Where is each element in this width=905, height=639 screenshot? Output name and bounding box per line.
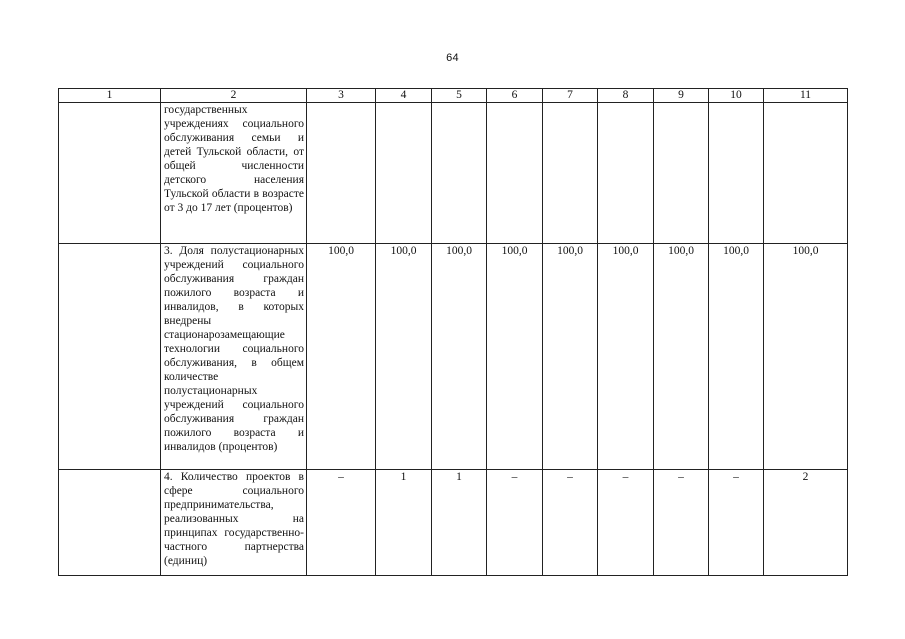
value-cell: 1 [376,470,432,576]
column-header: 8 [598,89,654,103]
value-cell [764,103,848,244]
indicators-table [58,88,848,576]
row-number-cell [59,244,161,470]
value-cell: – [709,470,764,576]
table-row [59,470,848,576]
value-cell: 100,0 [487,244,543,470]
value-cell [487,103,543,244]
value-cell: – [598,470,654,576]
value-cell: – [543,470,598,576]
row-number-cell [59,470,161,576]
value-cell: – [654,470,709,576]
column-header: 5 [432,89,487,103]
value-cell: 100,0 [543,244,598,470]
value-cell [709,103,764,244]
row-number-cell [59,103,161,244]
value-cell [654,103,709,244]
table-row [59,244,848,470]
value-cell [598,103,654,244]
value-cell: 100,0 [432,244,487,470]
value-cell: – [307,470,376,576]
column-header: 2 [161,89,307,103]
value-cell: 100,0 [307,244,376,470]
value-cell: 100,0 [764,244,848,470]
value-cell: – [487,470,543,576]
value-cell: 100,0 [709,244,764,470]
value-cell [376,103,432,244]
column-header: 1 [59,89,161,103]
value-cell [432,103,487,244]
column-header: 4 [376,89,432,103]
table-row [59,103,848,244]
value-cell: 100,0 [598,244,654,470]
page-number: 64 [446,52,459,64]
value-cell [543,103,598,244]
value-cell: 1 [432,470,487,576]
column-header: 9 [654,89,709,103]
indicator-description: 3. Доля полустационарных учреждений социального обслуживания граждан пожилого возраста и инвалидов, в которых внедрены стационарозамещающие технологии социального обслуживания, в общем количестве полустационарных учреждений социального обслуживания граждан пожилого возраста и инвалидов (процентов) [161,244,307,470]
column-header: 6 [487,89,543,103]
indicator-description: 4. Количество проектов в сфере социального предпринимательства, реализованных на принципах государственно-частного партнерства (единиц) [161,470,307,576]
value-cell: 100,0 [376,244,432,470]
indicator-description: государственных учреждениях социального обслуживания семьи и детей Тульской области, от общей численности детского населения Тульской области в возрасте от 3 до 17 лет (процентов) [161,103,307,244]
table-header-row [59,89,848,103]
value-cell: 100,0 [654,244,709,470]
column-header: 10 [709,89,764,103]
column-header: 7 [543,89,598,103]
value-cell: 2 [764,470,848,576]
column-header: 11 [764,89,848,103]
column-header: 3 [307,89,376,103]
value-cell [307,103,376,244]
